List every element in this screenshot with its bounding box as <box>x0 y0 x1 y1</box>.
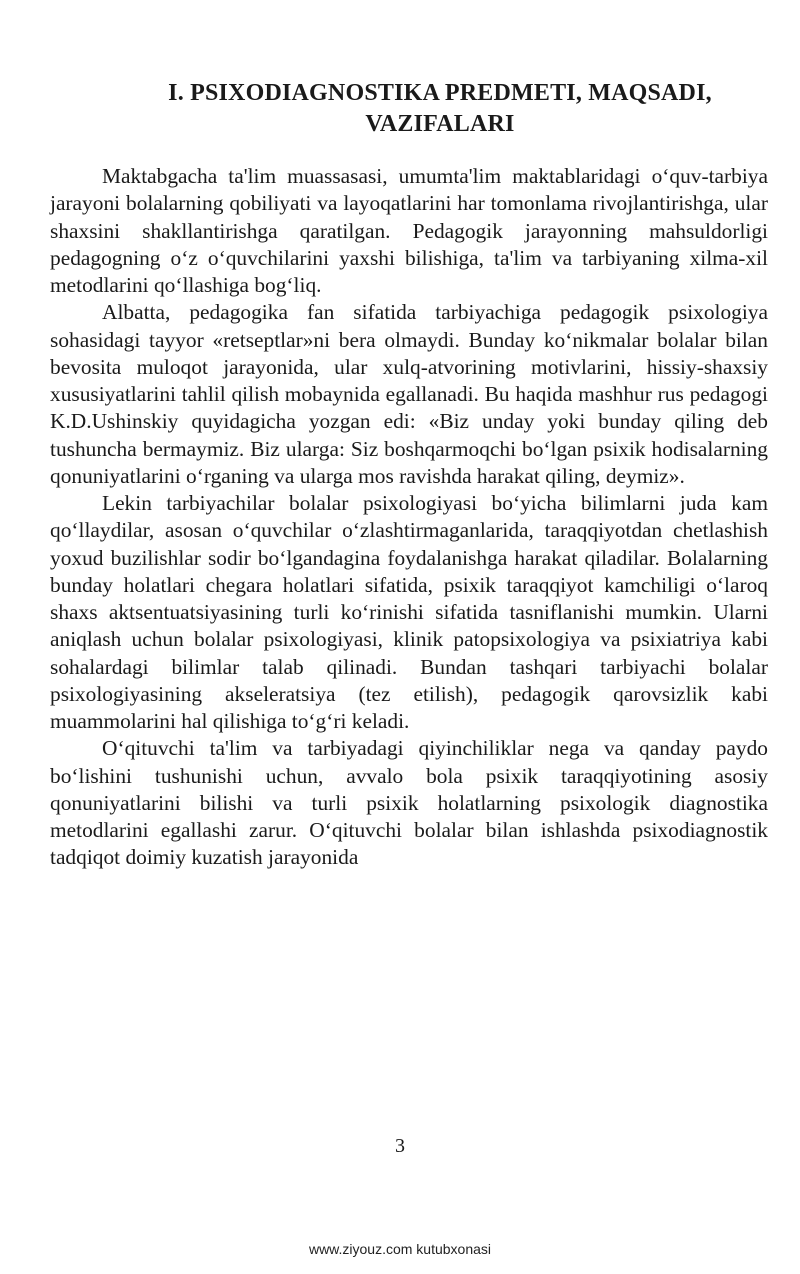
paragraph: Lekin tarbiyachilar bolalar psixologiyasi bo‘yicha bilimlarni juda kam qo‘llaydilar, asosan o‘quvchilar o‘zlashtirmaganlarida, taraqqiyotdan chetlashish yoxud buzilishlar sodir bo‘lgandagina foydalanishga harakat qiladilar. Bolalarning bunday holatlari chegara holatlari sifatida, psixik taraqqiyot kamchiligi o‘laroq shaxs aktsentuatsiyasining turli ko‘rinishi sifatida tasniflanishi mumkin. Ularni aniqlash uchun bolalar psixologiyasi, klinik patopsixologiya va psixiatriya kabi sohalardagi bilimlar talab qilinadi. Bundan tashqari tarbiyachi bolalar psixologiyasining akseleratsiya (tez etilish), pedagogik qarovsizlik kabi muammolarini hal qilishiga to‘g‘ri keladi. <box>50 491 768 733</box>
chapter-title-line-1: I. PSIXODIAGNOSTIKA PREDMETI, MAQSADI, <box>168 80 712 106</box>
paragraph: Maktabgacha ta'lim muassasasi, umumta'lim maktablaridagi o‘quv-tarbiya jarayoni bolalarning qobiliyati va layoqatlarini har tomonlama rivojlantirishga, ular shaxsini shakllantirishga qaratilgan. Pedagogik jarayonning mahsuldorligi pedagogning o‘z o‘quvchilarini yaxshi bilishiga, ta'lim va tarbiyaning xilma-xil metodlarini qo‘llashiga bog‘liq. <box>50 164 768 297</box>
chapter-title <box>110 78 770 140</box>
paragraph: O‘qituvchi ta'lim va tarbiyadagi qiyinchiliklar nega va qanday paydo bo‘lishini tushunishi uchun, avvalo bola psixik taraqqiyotining asosiy qonuniyatlarini bilishi va turli psixik holatlarning psixologik diagnostika metodlarini egallashi zarur. O‘qituvchi bolalar bilan ishlashda psixodiagnostik tadqiqot doimiy kuzatish jarayonida <box>50 736 768 870</box>
chapter-title-line-2: VAZIFALARI <box>365 111 515 137</box>
paragraph: Albatta, pedagogika fan sifatida tarbiyachiga pedagogik psixologiya sohasidagi tayyor «retseptlar»ni bera olmaydi. Bunday ko‘nikmalar bolalar bilan bevosita muloqot jarayonida, ular xulq-atvorining motivlarini, hissiy-shaxsiy xususiyatlarini tahlil qilish mobaynida egallanadi. Bu haqida mashhur rus pedagogi K.D.Ushinskiy quyidagicha yozgan edi: «Biz unday yoki bunday qiling deb tushuncha bermaymiz. Biz ularga: Siz boshqarmoqchi bo‘lgan psixik hodisalarning qonuniyatlarini o‘rganing va ularga mos ravishda harakat qiling, deymiz». <box>50 300 768 488</box>
page-number: 3 <box>395 1135 405 1157</box>
footer-watermark: www.ziyouz.com kutubxonasi <box>308 1241 492 1257</box>
body-text <box>50 163 768 872</box>
